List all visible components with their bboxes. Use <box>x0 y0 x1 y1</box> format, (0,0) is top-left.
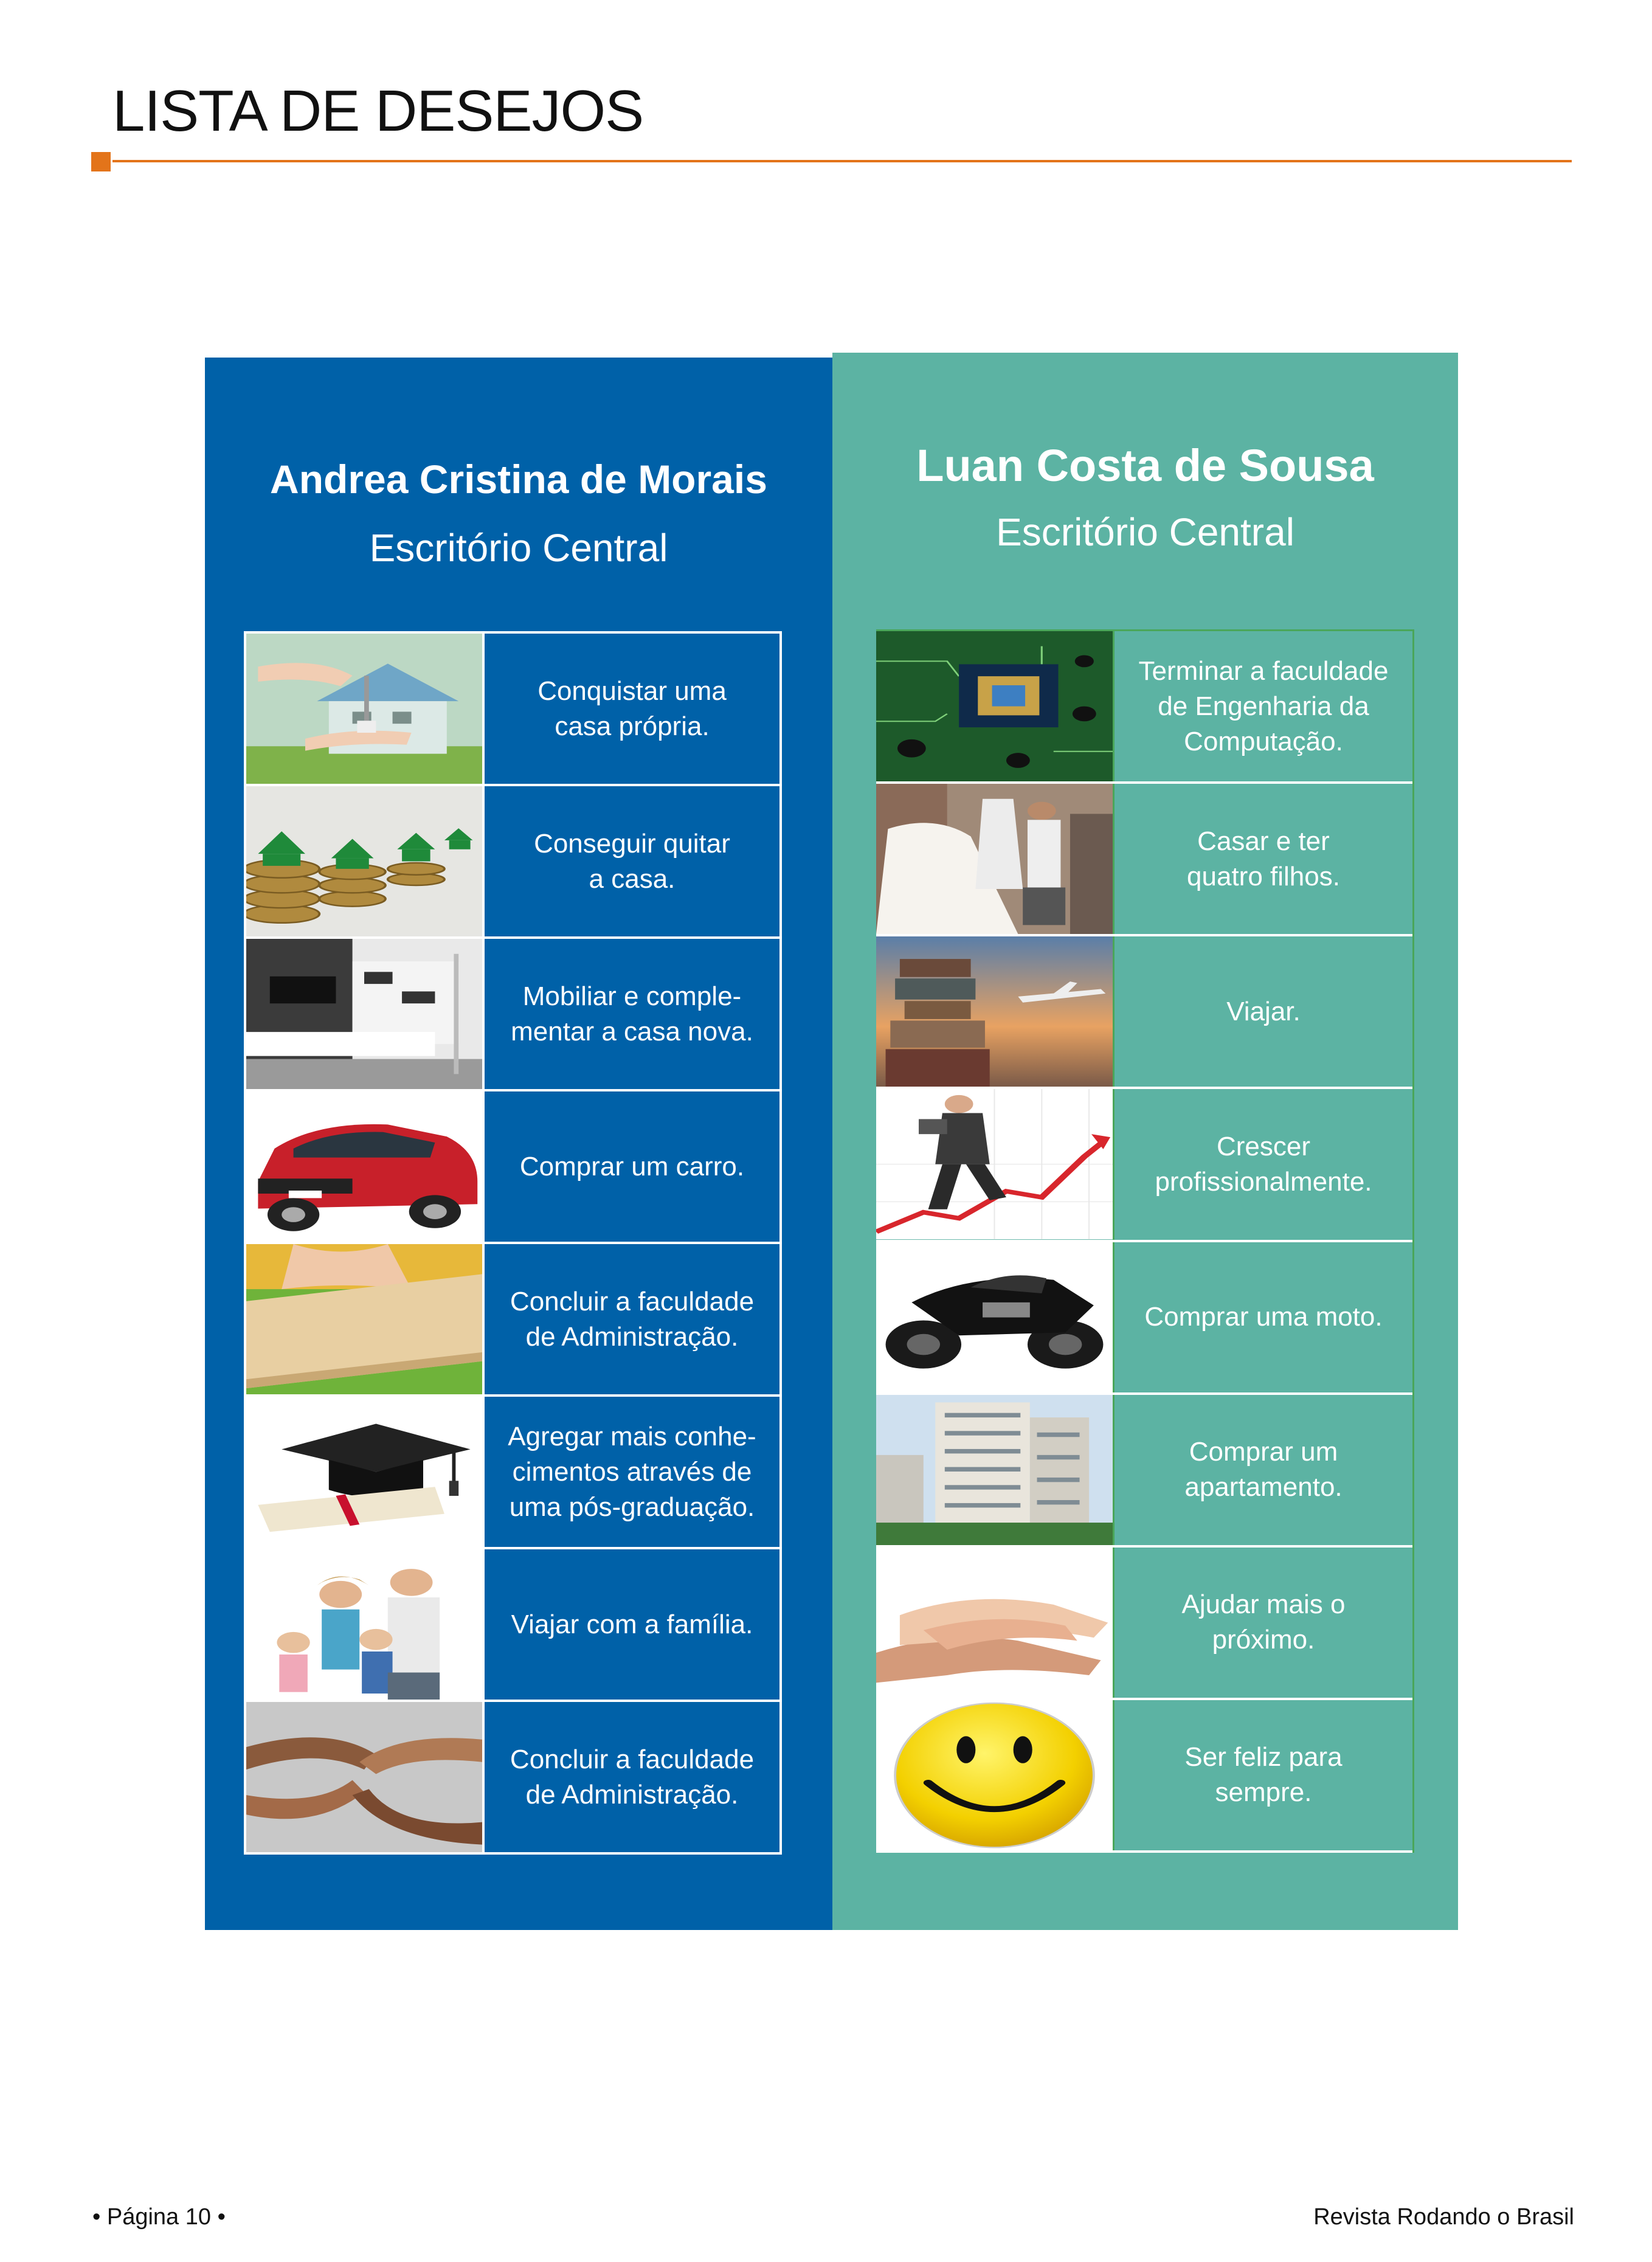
businessman-arrow-photo <box>876 1089 1115 1239</box>
wish-text: Comprar um carro. <box>519 1151 745 1181</box>
wish-list <box>244 631 782 1855</box>
person-office: Escritório Central <box>996 510 1294 554</box>
wish-row <box>246 786 779 939</box>
wish-text: Concluir a faculdade de Administração. <box>510 1744 755 1810</box>
wish-row <box>246 1702 779 1852</box>
wish-row <box>876 936 1412 1089</box>
wish-text: Ser feliz para sempre. <box>1184 1742 1343 1808</box>
circuit-board-photo <box>876 631 1115 781</box>
suitcases-airplane-photo <box>876 936 1115 1087</box>
wish-row <box>876 1242 1412 1395</box>
magazine-name: Revista Rodando o Brasil <box>1313 2204 1574 2230</box>
living-room-photo <box>246 939 485 1089</box>
wish-text: Viajar com a família. <box>511 1609 753 1639</box>
wish-row <box>876 1089 1412 1242</box>
wish-row <box>876 784 1412 936</box>
wish-list <box>876 629 1414 1853</box>
helping-hands-photo <box>876 1548 1115 1698</box>
wish-text: Conquistar uma casa própria. <box>537 676 727 741</box>
wish-row <box>876 1395 1412 1548</box>
family-photo <box>246 1549 485 1700</box>
wish-text: Comprar um apartamento. <box>1184 1437 1343 1503</box>
person-name: Andrea Cristina de Morais <box>270 457 767 502</box>
wish-text: Concluir a faculdade de Administração. <box>510 1286 755 1352</box>
wish-text: Comprar uma moto. <box>1144 1302 1383 1332</box>
page-number: • Página 10 • <box>92 2204 226 2230</box>
wish-row <box>246 1091 779 1244</box>
motorcycle-photo <box>876 1242 1115 1392</box>
red-car-photo <box>246 1091 485 1242</box>
joined-hands-photo <box>246 1702 485 1852</box>
wish-row <box>246 1397 779 1549</box>
wishlist-panel-luan <box>832 353 1458 1930</box>
wish-text: Mobiliar e comple- mentar a casa nova. <box>511 981 753 1046</box>
title-accent-square <box>91 152 111 171</box>
wish-text: Agregar mais conhe- cimentos através de uma pós-graduação. <box>508 1421 756 1522</box>
apartment-building-photo <box>876 1395 1115 1545</box>
wish-text: Viajar. <box>1226 996 1301 1026</box>
wishlist-panel-andrea <box>205 358 832 1930</box>
key-house-photo <box>246 634 485 784</box>
title-rule <box>112 160 1572 162</box>
wish-text: Crescer profissionalmente. <box>1155 1131 1372 1197</box>
wish-row <box>246 1244 779 1397</box>
administracao-de-empresas-photo <box>246 1244 485 1394</box>
wish-text: Terminar a faculdade de Engenharia da Computação. <box>1138 655 1389 756</box>
smiley-face-photo <box>876 1700 1115 1850</box>
page-title: LISTA DE DESEJOS <box>112 78 644 144</box>
wish-row <box>246 939 779 1091</box>
graduation-cap-photo <box>246 1397 485 1547</box>
coins-houses-photo <box>246 786 485 936</box>
wish-row <box>246 1549 779 1702</box>
wedding-photo <box>876 784 1115 934</box>
wish-text: Conseguir quitar a casa. <box>534 828 730 894</box>
person-name: Luan Costa de Sousa <box>916 440 1374 491</box>
wish-row <box>876 1548 1412 1700</box>
person-office: Escritório Central <box>369 526 668 570</box>
wish-text: Casar e ter quatro filhos. <box>1187 826 1340 891</box>
wish-row <box>876 1700 1412 1853</box>
wish-row <box>246 634 779 786</box>
wish-row <box>876 631 1412 784</box>
wish-text: Ajudar mais o próximo. <box>1181 1589 1346 1655</box>
